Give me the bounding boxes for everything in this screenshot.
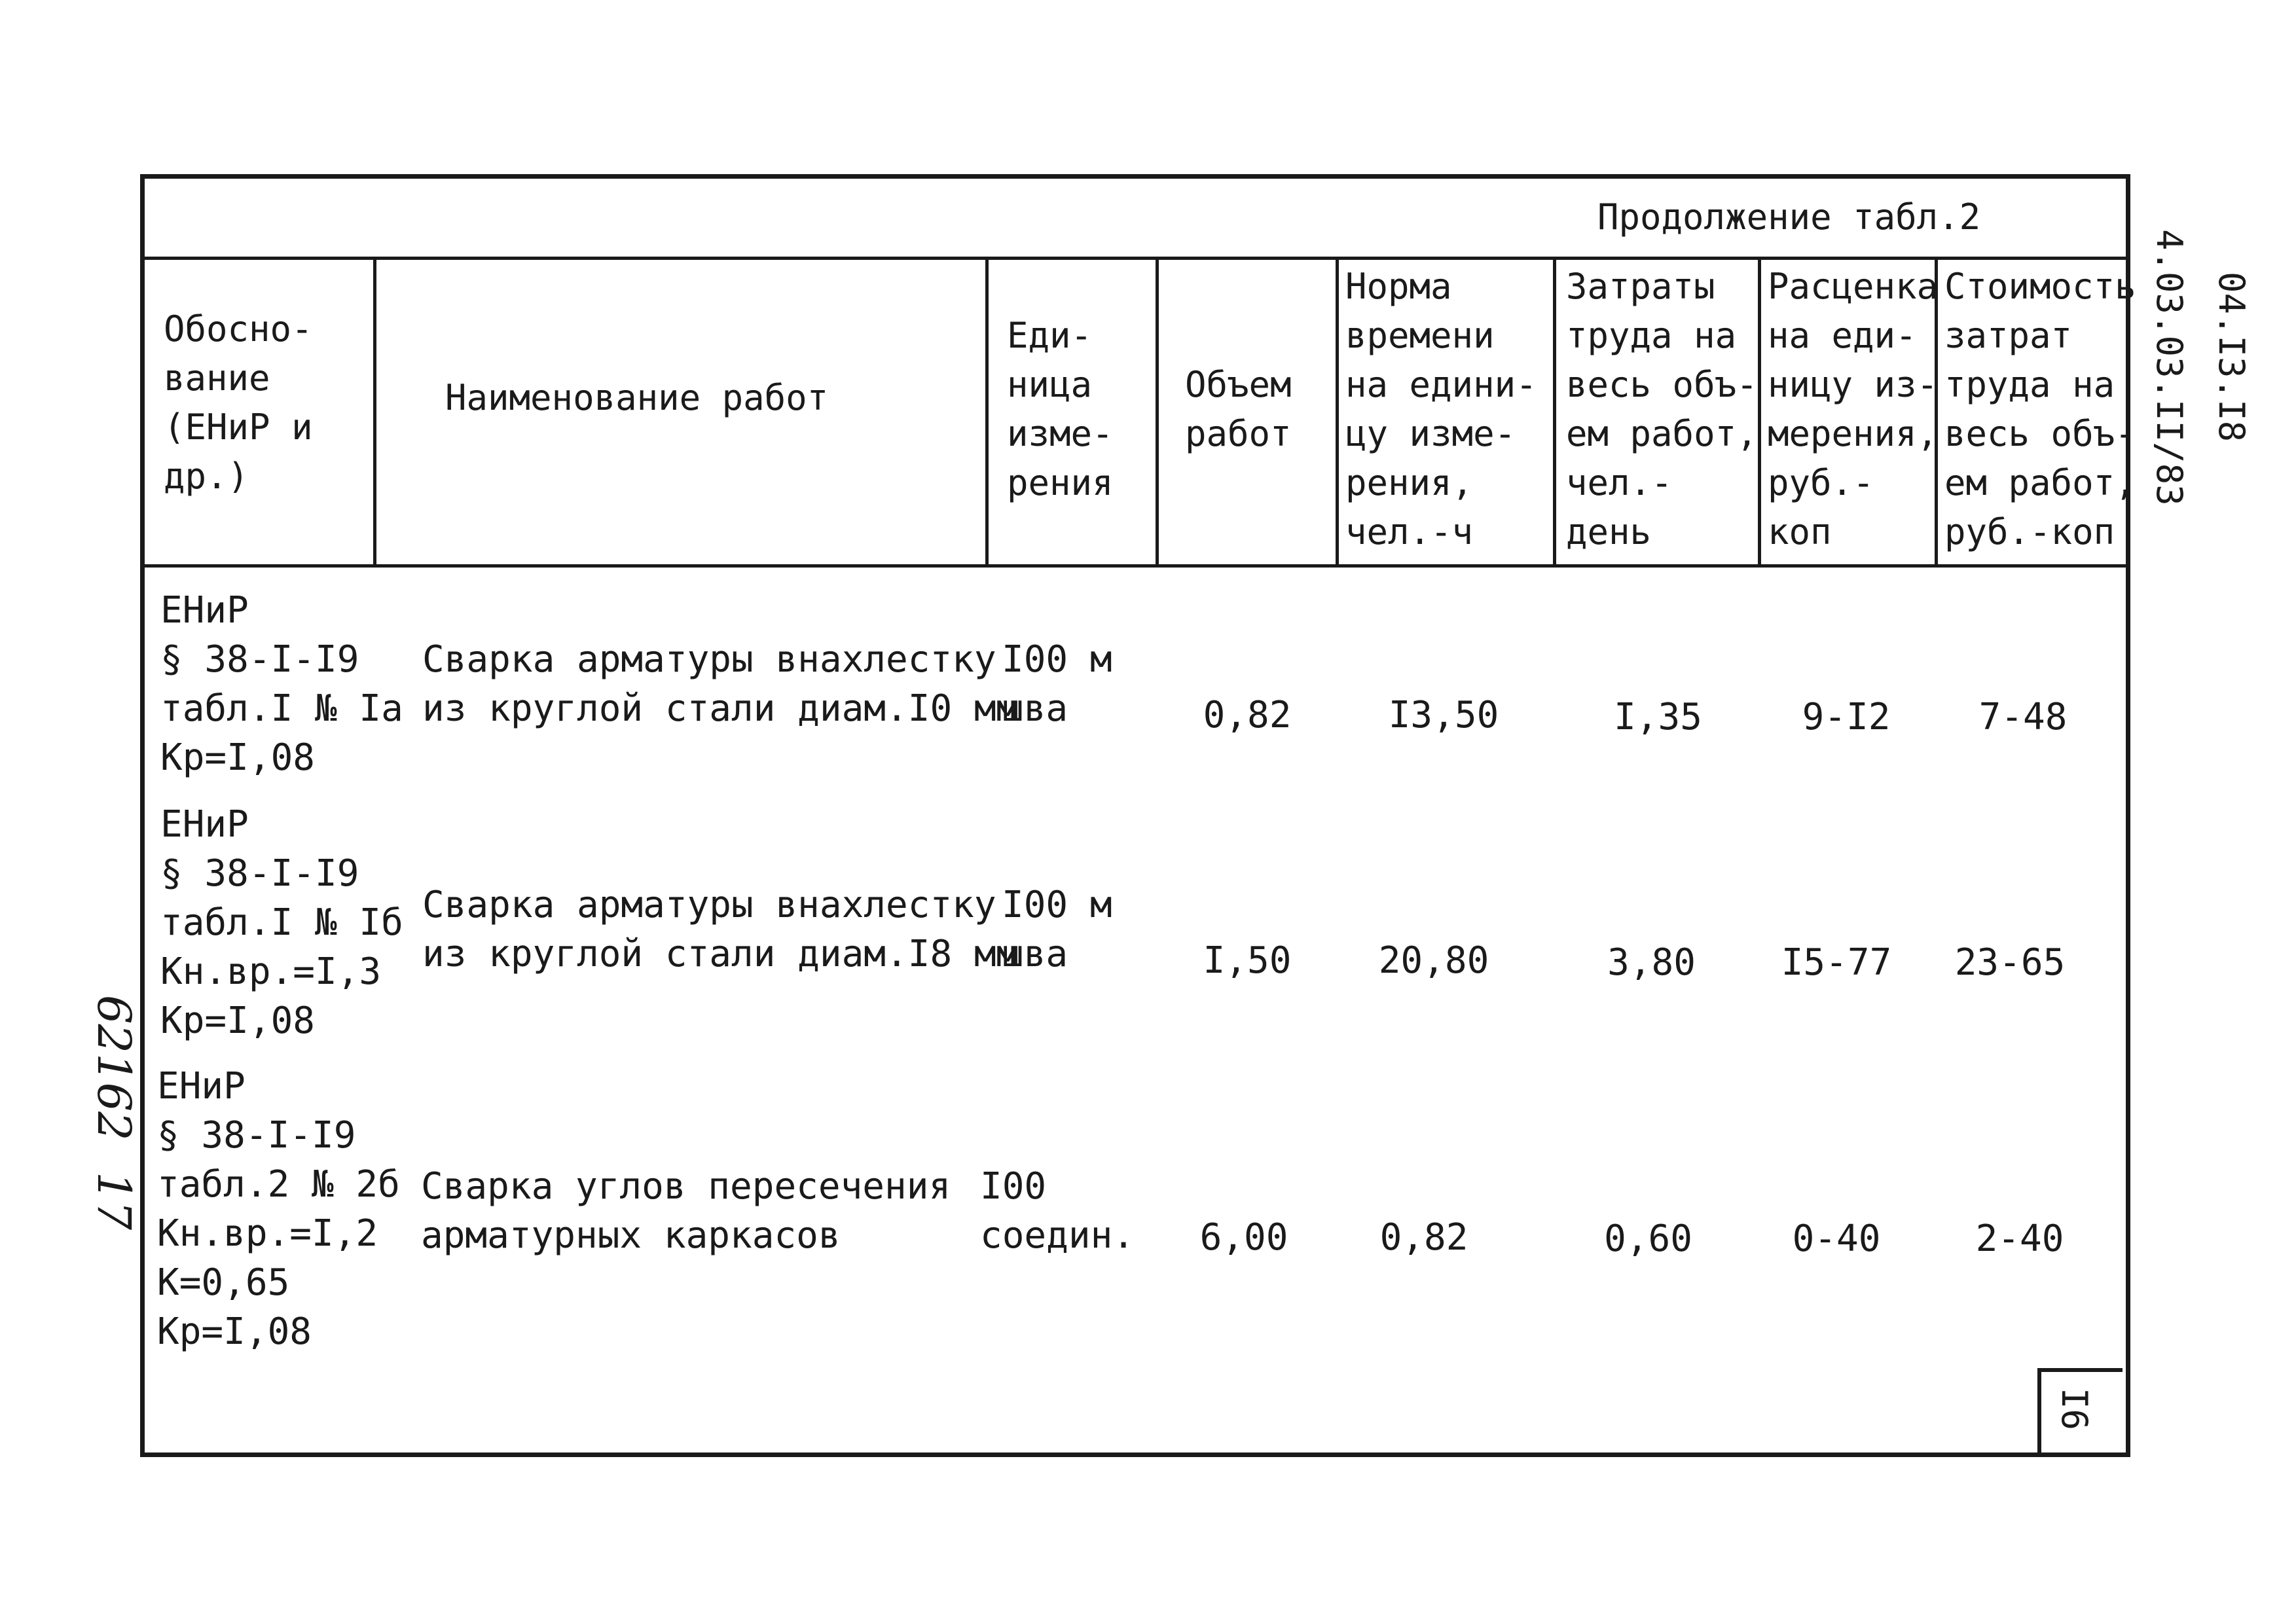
row2-unit-rate: I5-77 xyxy=(1781,941,1892,984)
row3-time-norm: 0,82 xyxy=(1379,1216,1468,1259)
header-unit: Еди- ница изме- рения xyxy=(1007,315,1114,503)
col-divider-5 xyxy=(1553,259,1556,566)
row2-time-norm: 20,80 xyxy=(1378,939,1489,982)
row1-basis: ЕНиР § 38-I-I9 табл.I № Iа Кр=I,08 xyxy=(160,589,403,779)
header-top-line xyxy=(140,257,2130,260)
col-divider-4 xyxy=(1336,259,1339,566)
header-time-norm: Норма времени на едини- цу изме- рения, чел.-ч xyxy=(1345,266,1537,552)
header-work-name: Наименование работ xyxy=(445,377,829,418)
margin-sheet: 17 xyxy=(87,1172,141,1231)
row3-total-cost: 2-40 xyxy=(1975,1218,2064,1260)
row3-unit-rate: 0-40 xyxy=(1792,1218,1881,1260)
header-basis: Обосно- вание (ЕНиР и др.) xyxy=(164,308,313,497)
row3-work-name: Сварка углов пересечения арматурных каркасов xyxy=(421,1165,951,1257)
row2-labor-total: 3,80 xyxy=(1607,941,1696,984)
header-bottom-line xyxy=(140,564,2130,568)
table-continuation-label: Продолжение табл.2 xyxy=(1597,196,1981,238)
row3-basis: ЕНиР § 38-I-I9 табл.2 № 2б Кн.вр.=I,2 К=0,65 Кр=I,08 xyxy=(157,1065,400,1353)
doc-code-inner: 4.03.03.II/83 xyxy=(2149,229,2190,506)
row3-unit: I00 соедин. xyxy=(980,1165,1135,1257)
row1-volume: 0,82 xyxy=(1203,694,1292,736)
row2-volume: I,50 xyxy=(1203,939,1292,982)
row2-unit: I00 м шва xyxy=(1002,884,1112,975)
row1-total-cost: 7-48 xyxy=(1978,696,2068,738)
row2-work-name: Сварка арматуры внахлестку из круглой стали диам.I8 мм xyxy=(422,884,1019,975)
header-total-cost: Стоимость затрат труда на весь объ- ем работ, руб.-коп xyxy=(1944,266,2136,552)
header-unit-rate: Расценка на еди- ницу из- мерения, руб.- коп xyxy=(1768,266,1939,552)
margin-number: 62162 xyxy=(87,995,141,1141)
header-labor-total: Затраты труда на весь объ- ем работ, чел.- день xyxy=(1566,266,1758,552)
row2-basis: ЕНиР § 38-I-I9 табл.I № Iб Кн.вр.=I,3 Кр=I,08 xyxy=(160,803,403,1042)
col-divider-1 xyxy=(373,259,376,566)
row1-unit: I00 м шва xyxy=(1002,638,1112,730)
row1-work-name: Сварка арматуры внахлестку из круглой стали диам.I0 мм xyxy=(422,638,1019,730)
row3-volume: 6,00 xyxy=(1199,1216,1288,1259)
page-number: I6 xyxy=(2054,1388,2095,1431)
header-volume: Объем работ xyxy=(1185,364,1292,454)
col-divider-3 xyxy=(1156,259,1159,566)
doc-code-outer: 04.I3.I8 xyxy=(2211,272,2252,442)
col-divider-2 xyxy=(985,259,989,566)
col-divider-6 xyxy=(1758,259,1761,566)
row1-unit-rate: 9-I2 xyxy=(1802,696,1891,738)
row3-labor-total: 0,60 xyxy=(1604,1218,1692,1260)
row1-time-norm: I3,50 xyxy=(1388,694,1499,736)
row2-total-cost: 23-65 xyxy=(1954,941,2066,984)
row1-labor-total: I,35 xyxy=(1614,696,1702,738)
